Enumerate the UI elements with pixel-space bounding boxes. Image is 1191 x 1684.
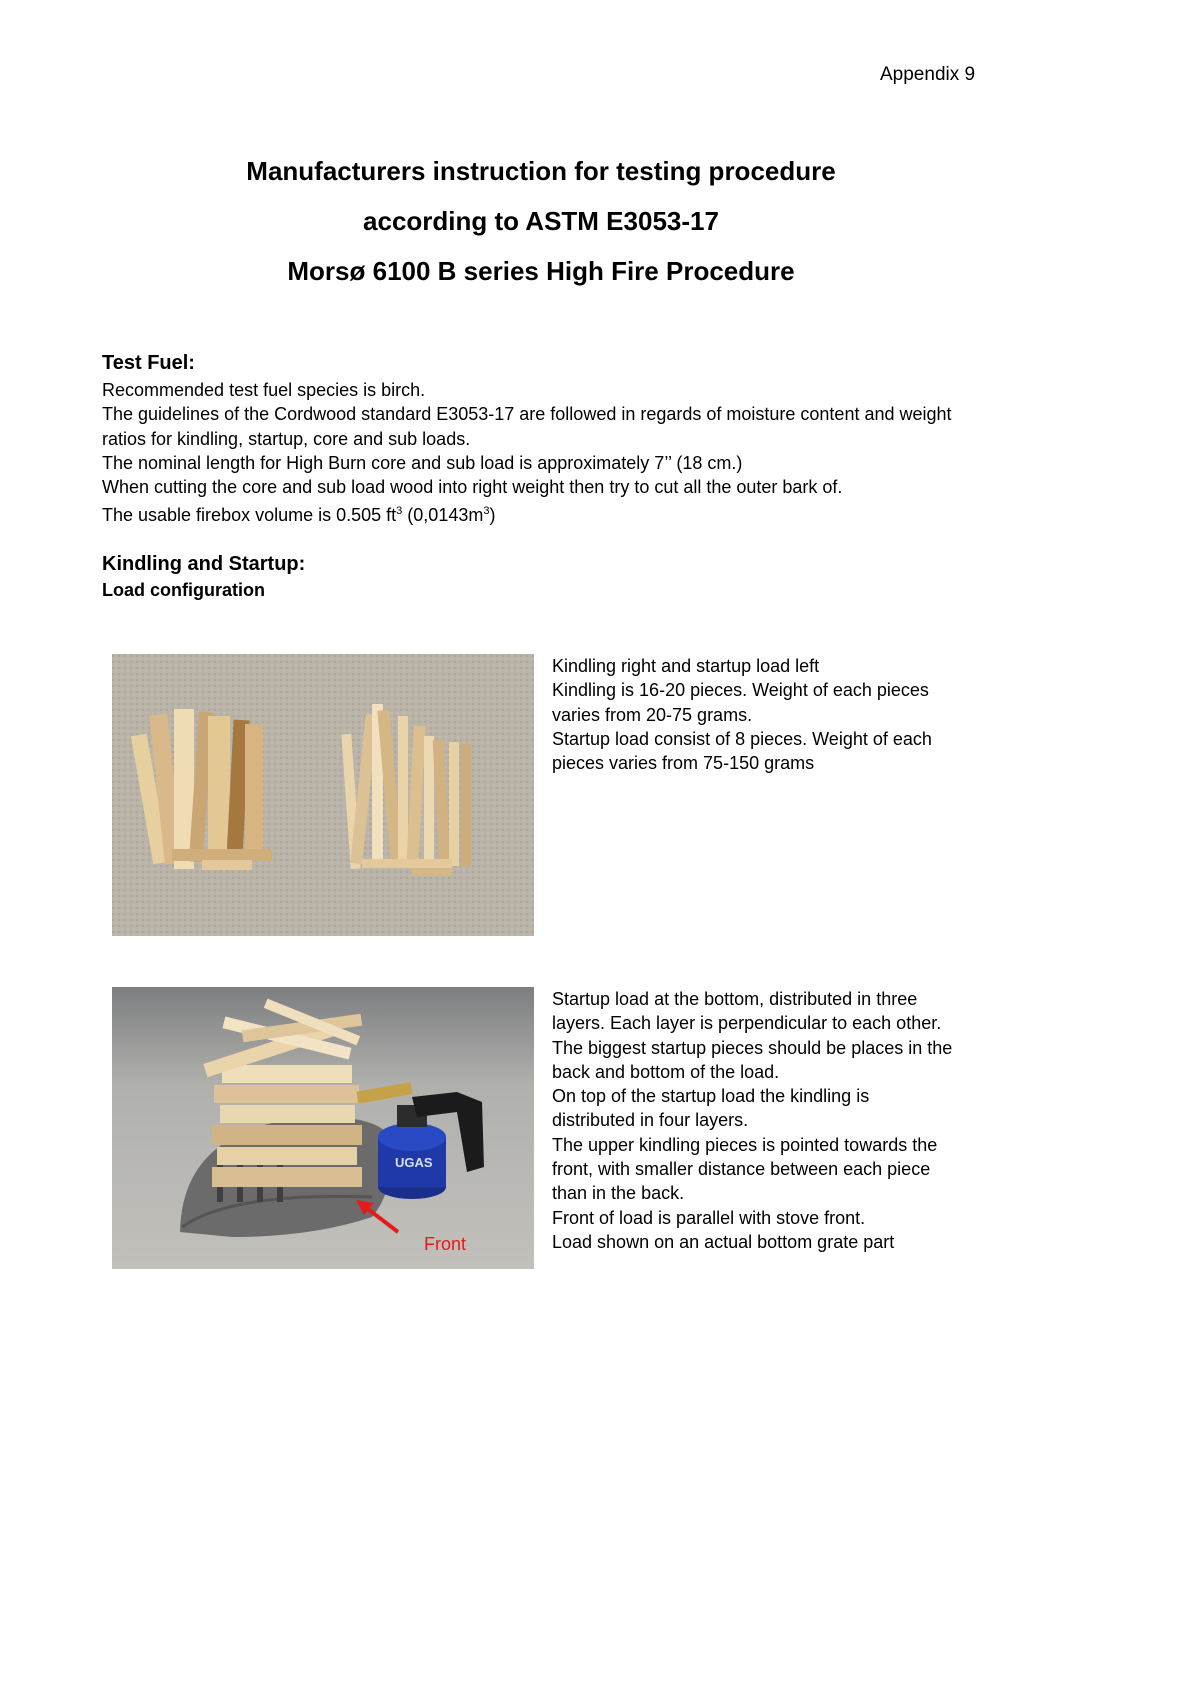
caption-line: Kindling right and startup load left	[552, 656, 820, 676]
test-fuel-line: The guidelines of the Cordwood standard E3053-17 are followed in regards of moisture content and weight	[102, 404, 952, 425]
canister-label: UGAS	[395, 1155, 433, 1170]
caption-line: Startup load consist of 8 pieces. Weight of each	[552, 728, 932, 749]
front-annotation-label: Front	[424, 1234, 467, 1254]
document-title-line-1: Manufacturers instruction for testing procedure	[246, 156, 836, 186]
appendix-label: Appendix 9	[880, 64, 976, 85]
firebox-volume-line: The usable firebox volume is 0.505 $ft^3$ $(0,0143m^3)$	[102, 505, 496, 526]
caption-line: Kindling is 16-20 pieces. Weight of each pieces	[552, 680, 929, 701]
caption-line: layers. Each layer is perpendicular to each other.	[552, 1013, 942, 1034]
stacked-load-caption	[552, 987, 952, 1254]
caption-line: distributed in four layers.	[552, 1110, 749, 1131]
kindling-startup-photo	[112, 654, 534, 936]
kindling-startup-heading: Kindling and Startup:	[102, 553, 306, 575]
caption-line: On top of the startup load the kindling is	[552, 1086, 870, 1107]
load-configuration-subheading: Load configuration	[102, 580, 265, 600]
caption-line: Front of load is parallel with stove front.	[552, 1207, 866, 1228]
document-title-line-3: Morsø 6100 B series High Fire Procedure	[287, 256, 795, 286]
test-fuel-text	[102, 378, 952, 528]
caption-line: Load shown on an actual bottom grate part	[552, 1231, 895, 1252]
caption-line: pieces varies from 75-150 grams	[552, 753, 815, 774]
caption-line: than in the back.	[552, 1183, 685, 1204]
caption-line: The upper kindling pieces is pointed towards the	[552, 1134, 938, 1155]
kindling-startup-caption	[552, 654, 932, 775]
caption-line: Startup load at the bottom, distributed in three	[552, 989, 918, 1009]
test-fuel-heading: Test Fuel:	[102, 352, 195, 374]
test-fuel-line: The nominal length for High Burn core and sub load is approximately 7’’ (18 cm.)	[102, 452, 743, 473]
caption-line: back and bottom of the load.	[552, 1061, 780, 1082]
caption-line: The biggest startup pieces should be places in the	[552, 1037, 953, 1058]
caption-line: varies from 20-75 grams.	[552, 704, 753, 725]
document-title-line-2: according to ASTM E3053-17	[363, 206, 719, 236]
test-fuel-line: ratios for kindling, startup, core and sub loads.	[102, 428, 471, 449]
test-fuel-line: When cutting the core and sub load wood into right weight then try to cut all the outer bark of.	[102, 477, 843, 498]
caption-line: front, with smaller distance between each piece	[552, 1159, 931, 1180]
stacked-load-photo	[112, 987, 534, 1269]
test-fuel-line: Recommended test fuel species is birch.	[102, 380, 426, 400]
